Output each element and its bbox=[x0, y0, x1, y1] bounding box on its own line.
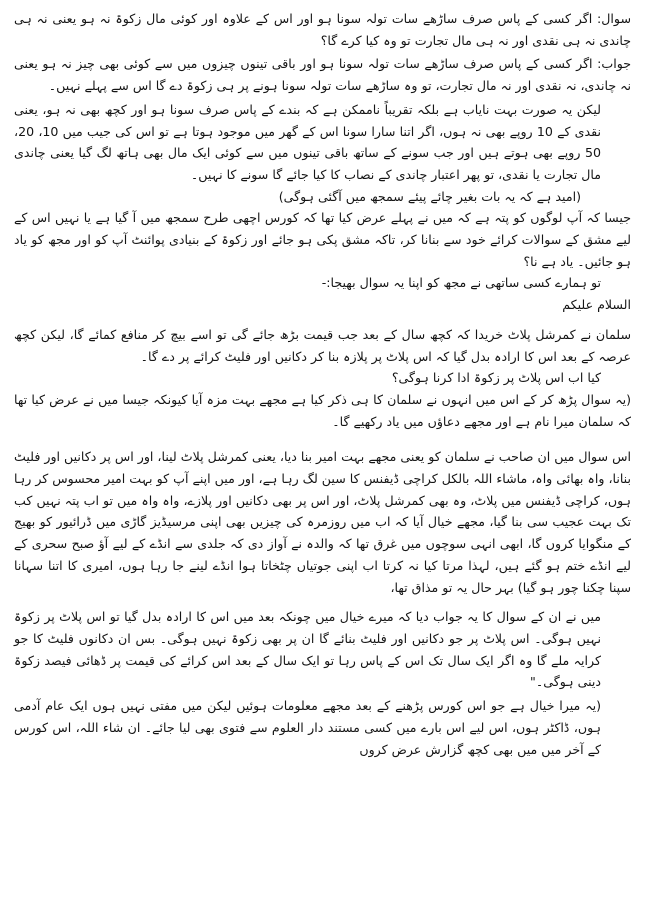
comment-paragraph: (یہ سوال پڑھ کر کے اس میں انہوں نے سلمان کا ہی ذکر کیا ہے مجھے بہت مزہ آیا کیونکہ جیسا میں نے عرض کیا تھا کہ سلمان میرا نام ہے اور مجھے دعاؤں میں یاد رکھیے گا۔ bbox=[14, 391, 631, 429]
closing-paragraph: (یہ میرا خیال ہے جو اس کورس پڑھنے کے بعد مجھے معلومات ہوئیں لیکن میں مفتی نہیں ہوں ایک عام آدمی ہوں، ڈاکٹر ہوں، اس لیے اس بارے میں کسی مستند دار العلوم سے فتوی بھی لیا جائے۔ ان شاء اللہ، اس کورس کے آخر میں میں بھی کچھ گزارش عرض کروں bbox=[14, 698, 601, 757]
story-paragraph: اس سوال میں ان صاحب نے سلمان کو یعنی مجھے بہت امیر بنا دیا، یعنی کمرشل پلاٹ لینا، اور اس پر دکانیں اور فلیٹ بنانا، واہ بھائی واہ، ماشاء اللہ بالکل کراچی ڈیفنس کا سین لگ رہا ہے، اور میں اپنے آپ کو بہت امیر محسوس کر رہا ہوں، کراچی ڈیفنس میں پلاٹ، وہ بھی کمرشل پلاٹ، اور اس پر بھی دکانیں اور پلازے، واہ واہ میں تو اب پتہ نہیں کب تک بہت عجیب سی بنا گیا، مجھے خیال آیا کہ اب میں روزمرہ کی چیزیں بھی اپنی مرسیڈیز گاڑی میں ڈرائیور کو بھیج کے منگوایا کروں گا، ابھی انہی سوچوں میں غرق تھا کہ والدہ نے آواز دی کہ جلدی سے انڈے کے لیے آؤ صبح سحری کے لیے انڈے ختم ہو گئے ہیں، لہذا مرتا کیا نہ کرتا اب اپنی جوتیاں چٹخاتا ہوا انڈے لینے جا رہا ہوں، امیری کا اتنا سہانا سپنا چکنا چور ہو گیا) بہر حال یہ تو مذاق تھا، bbox=[14, 449, 631, 595]
question-paragraph: سلمان نے کمرشل پلاٹ خریدا کہ کچھ سال کے بعد جب قیمت بڑھ جائے گی تو اسے بیچ کر منافع کمائے گا، لیکن کچھ عرصہ کے بعد اس کا ارادہ بدل گیا کہ اس پلاٹ پر پلازہ بنا کر دکانیں اور فلیٹ کرائے پر دے گا۔ bbox=[14, 326, 631, 364]
question-line: کیا اب اس پلاٹ پر زکوۃ ادا کرنا ہوگی؟ bbox=[391, 370, 601, 386]
salam-line: السلام علیکم bbox=[562, 297, 631, 313]
question-paragraph: سوال: اگر کسی کے پاس صرف ساڑھے سات تولہ سونا ہو اور اس کے علاوہ اور کوئی مال زکوۃ نہ ہو یعنی نہ ہی چاندی نہ ہی نقدی اور نہ ہی مال تجارت تو وہ کیا کرے گا؟ bbox=[14, 11, 631, 48]
note-paragraph: (امید ہے کہ یہ بات بغیر چائے پیئے سمجھ میں آگئی ہوگی) bbox=[278, 188, 581, 204]
answer-paragraph: جواب: اگر کسی کے پاس صرف ساڑھے سات تولہ سونا ہو اور باقی تینوں چیزوں میں سے کوئی بھی چیز نہ ہو یعنی نہ چاندی، نہ نقدی اور نہ مال تجارت، تو وہ ساڑھے سات تولہ سونا ہونے پر ہی زکوۃ دے گا اس سے پہلے نہیں۔ bbox=[14, 56, 631, 94]
intro-paragraph: جیسا کہ آپ لوگوں کو پتہ ہے کہ میں نے پہلے عرض کیا تھا کہ کورس اچھی طرح سمجھ میں آ گیا ہے یا نہیں اس کے لیے مشق کے سوالات کرائے خود سے بنانا کر، تاکہ مشق پکی ہو جائے اور زکوۃ کے بنیادی پوائنٹ آپ کو اور مجھ کو یاد ہو جائیں۔ یاد ہے نا؟ bbox=[14, 210, 631, 269]
intro-line: تو ہمارے کسی ساتھی نے مجھ کو اپنا یہ سوال بھیجا:- bbox=[321, 275, 601, 291]
answer-paragraph: میں نے ان کے سوال کا یہ جواب دیا کہ میرے خیال میں چونکہ بعد میں اس کا ارادہ بدل گیا تو اس پلاٹ پر زکوۃ نہیں ہوگی۔ اس پلاٹ پر جو دکانیں اور فلیٹ بنائے گا ان پر بھی زکوۃ نہیں ہوگی۔ بس ان دکانوں فلیٹ کا جو کرایہ ملے گا وہ اگر ایک سال تک اس کے پاس رہا تو ایک سال کے بعد اس کرائے کی قیمت پر ڈھائی فیصد زکوۃ دینی ہوگی۔" bbox=[14, 609, 601, 690]
explanation-paragraph: لیکن یہ صورت بہت نایاب ہے بلکہ تقریباً ناممکن ہے کہ بندے کے پاس صرف سونا ہو اور کچھ بھی نہ ہو، یعنی نقدی کے 10 روپے بھی نہ ہوں، اگر اتنا سارا سونا اس کے گھر میں موجود ہوتا ہے تو اس کی جیب میں 10، 20، 50 روپے بھی ہوتے ہیں اور جب سونے کے ساتھ باقی تینوں میں سے کوئی ایک مال بھی ہاتھ لگ گیا یعنی چاندی مال تجارت یا نقدی، تو پھر اعتبار چاندی کے نصاب کا کیا جائے گا سونے کا نہیں۔ bbox=[14, 101, 602, 182]
